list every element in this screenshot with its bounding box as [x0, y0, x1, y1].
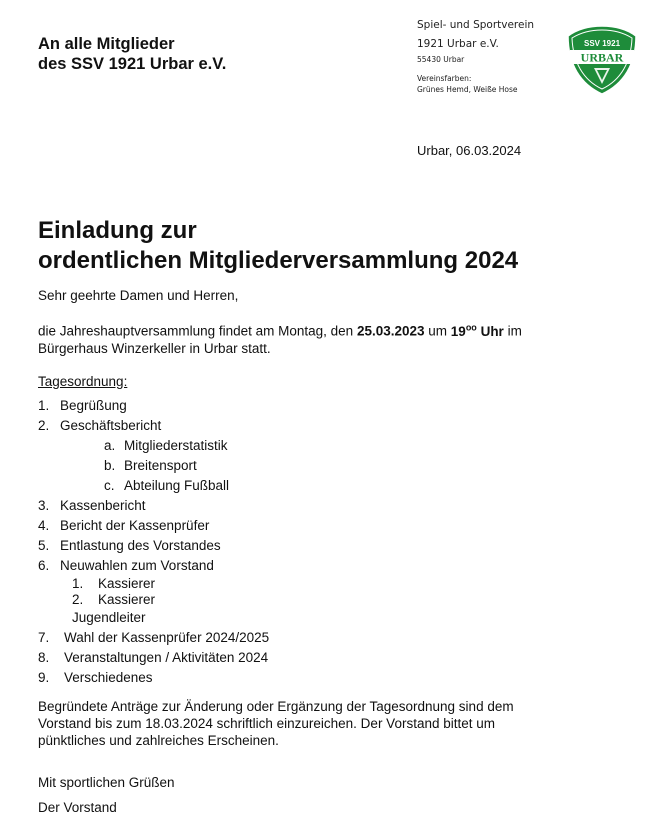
agenda-text: Breitensport — [124, 457, 197, 473]
agenda-number: 1. — [72, 575, 84, 591]
agenda-item-2c — [104, 476, 618, 496]
agenda-number: 8. — [38, 649, 50, 665]
salutation: Sehr geehrte Damen und Herren, — [38, 288, 239, 303]
agenda-item-4 — [38, 516, 618, 536]
closing-line-1: Begründete Anträge zur Änderung oder Ergänzung der Tagesordnung sind dem — [38, 698, 514, 714]
intro-text-c: im — [503, 323, 522, 339]
agenda-text: Kassenbericht — [60, 497, 146, 513]
recipient-line-2: des SSV 1921 Urbar e.V. — [38, 55, 227, 73]
title-line-1: Einladung zur — [38, 217, 197, 244]
agenda-item-2 — [38, 416, 618, 436]
recipient-block — [38, 34, 226, 74]
agenda-item-1 — [38, 396, 618, 416]
agenda-item-2b — [104, 456, 618, 476]
dateline: Urbar, 06.03.2024 — [417, 143, 522, 158]
agenda-number: 9. — [38, 669, 50, 685]
signature: Der Vorstand — [38, 799, 117, 815]
club-name-1: Spiel- und Sportverein — [417, 19, 535, 31]
page-title — [38, 216, 518, 276]
club-colors-label: Vereinsfarben: — [417, 74, 472, 83]
agenda-number: 7. — [38, 629, 50, 645]
agenda-item-7 — [38, 628, 618, 648]
agenda-item-6-1 — [72, 576, 618, 592]
agenda-number: c. — [104, 477, 115, 493]
club-colors-value: Grünes Hemd, Weiße Hose — [417, 85, 518, 94]
agenda-number: 6. — [38, 557, 50, 573]
intro-paragraph — [38, 319, 618, 357]
agenda-item-2a — [104, 436, 618, 456]
logo-text-top: SSV 1921 — [583, 39, 621, 48]
agenda-heading: Tagesordnung: — [38, 373, 128, 389]
agenda-text: Kassierer — [98, 591, 156, 607]
agenda-text: Bericht der Kassenprüfer — [60, 517, 210, 533]
club-address: 55430 Urbar — [417, 55, 465, 64]
agenda-item-8 — [38, 648, 618, 668]
agenda-list — [38, 396, 618, 688]
club-logo — [566, 24, 638, 96]
agenda-item-6-3 — [72, 608, 618, 628]
agenda-number: 2. — [72, 591, 84, 607]
agenda-item-6 — [38, 556, 618, 576]
agenda-item-5 — [38, 536, 618, 556]
agenda-item-9 — [38, 668, 618, 688]
agenda-text: Mitgliederstatistik — [124, 437, 228, 453]
agenda-number: a. — [104, 437, 116, 453]
closing-paragraph — [38, 698, 618, 749]
agenda-item-3 — [38, 496, 618, 516]
agenda-text: Neuwahlen zum Vorstand — [60, 557, 214, 573]
agenda-text: Begrüßung — [60, 397, 127, 413]
meeting-minutes: oo — [465, 322, 477, 332]
meeting-time — [451, 324, 504, 339]
agenda-number: 1. — [38, 397, 50, 413]
meeting-uhr: Uhr — [476, 323, 504, 339]
logo-text-main: URBAR — [580, 50, 624, 65]
agenda-number: 2. — [38, 417, 50, 433]
club-name-2: 1921 Urbar e.V. — [417, 38, 499, 50]
agenda-text: Kassierer — [98, 575, 156, 591]
agenda-number: b. — [104, 457, 116, 473]
agenda-text: Jugendleiter — [72, 609, 146, 625]
agenda-text: Abteilung Fußball — [124, 477, 230, 493]
agenda-number: 4. — [38, 517, 50, 533]
agenda-number: 5. — [38, 537, 50, 553]
greeting: Mit sportlichen Grüßen — [38, 774, 175, 790]
intro-text-a: die Jahreshauptversammlung findet am Montag, den — [38, 323, 357, 339]
closing-line-2: Vorstand bis zum 18.03.2024 schriftlich einzureichen. Der Vorstand bittet um — [38, 715, 495, 731]
agenda-number: 3. — [38, 497, 50, 513]
meeting-date: 25.03.2023 — [356, 323, 425, 339]
recipient-line-1: An alle Mitglieder — [38, 35, 175, 53]
agenda-text: Geschäftsbericht — [60, 417, 162, 433]
letter-body — [38, 287, 618, 816]
agenda-text: Wahl der Kassenprüfer 2024/2025 — [64, 629, 270, 645]
closing-line-3: pünktliches und zahlreiches Erscheinen. — [38, 732, 279, 748]
agenda-text: Veranstaltungen / Aktivitäten 2024 — [64, 649, 269, 665]
agenda-text: Entlastung des Vorstandes — [60, 537, 221, 553]
club-letterhead — [417, 16, 534, 95]
agenda-text: Verschiedenes — [64, 669, 153, 685]
meeting-hour: 19 — [450, 323, 466, 339]
agenda-item-6-2 — [72, 592, 618, 608]
intro-text-b: um — [424, 323, 451, 339]
title-line-2: ordentlichen Mitgliederversammlung 2024 — [38, 247, 519, 274]
intro-line-2: Bürgerhaus Winzerkeller in Urbar statt. — [38, 340, 271, 356]
